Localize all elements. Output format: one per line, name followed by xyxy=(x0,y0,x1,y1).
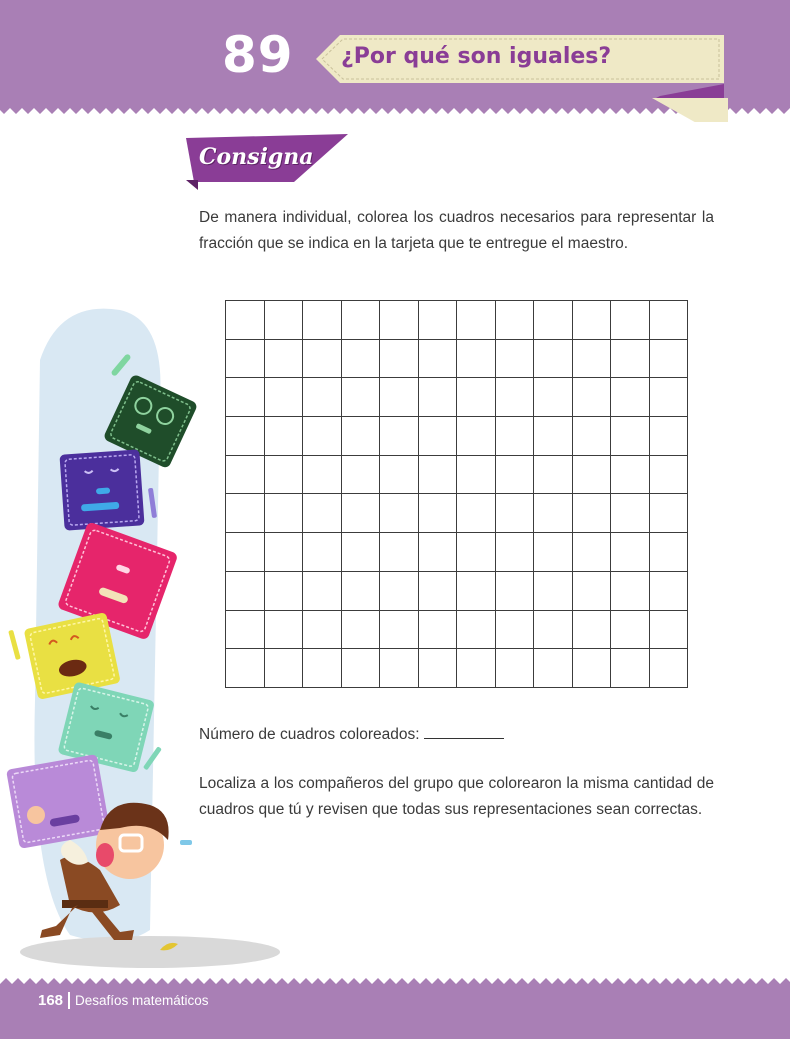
grid-cell[interactable] xyxy=(649,417,688,456)
grid-cell[interactable] xyxy=(418,378,457,417)
grid-cell[interactable] xyxy=(572,649,611,688)
grid-cell[interactable] xyxy=(611,649,650,688)
grid-cell[interactable] xyxy=(303,649,342,688)
grid-cell[interactable] xyxy=(611,494,650,533)
grid-cell[interactable] xyxy=(303,494,342,533)
grid-cell[interactable] xyxy=(380,378,419,417)
grid-cell[interactable] xyxy=(457,494,496,533)
grid-cell[interactable] xyxy=(534,339,573,378)
grid-cell[interactable] xyxy=(611,455,650,494)
lesson-number: 89 xyxy=(222,26,294,84)
instruction-text: De manera individual, colorea los cuadros necesarios para representar la fracción que se indica en la tarjeta que te entregue el maestro. xyxy=(199,209,714,252)
illustration-stacked-squares xyxy=(0,300,300,980)
grid-cell[interactable] xyxy=(418,649,457,688)
grid-cell[interactable] xyxy=(418,571,457,610)
grid-cell[interactable] xyxy=(495,533,534,572)
lavender-square xyxy=(6,754,110,849)
grid-cell[interactable] xyxy=(611,339,650,378)
grid-cell[interactable] xyxy=(495,378,534,417)
grid-cell[interactable] xyxy=(495,494,534,533)
grid-cell[interactable] xyxy=(534,533,573,572)
grid-cell[interactable] xyxy=(341,339,380,378)
grid-cell[interactable] xyxy=(572,494,611,533)
purple-blue-square xyxy=(59,449,144,530)
grid-cell[interactable] xyxy=(457,378,496,417)
grid-cell[interactable] xyxy=(611,533,650,572)
grid-cell[interactable] xyxy=(572,301,611,340)
grid-cell[interactable] xyxy=(457,610,496,649)
grid-cell[interactable] xyxy=(303,417,342,456)
grid-cell[interactable] xyxy=(572,571,611,610)
grid-cell[interactable] xyxy=(341,455,380,494)
grid-cell[interactable] xyxy=(303,301,342,340)
grid-cell[interactable] xyxy=(341,378,380,417)
grid-cell[interactable] xyxy=(495,417,534,456)
grid-cell[interactable] xyxy=(303,339,342,378)
book-title: Desafíos matemáticos xyxy=(75,993,209,1008)
grid-cell[interactable] xyxy=(649,455,688,494)
grid-cell[interactable] xyxy=(649,533,688,572)
count-blank[interactable] xyxy=(424,724,504,739)
grid-cell[interactable] xyxy=(534,610,573,649)
grid-cell[interactable] xyxy=(495,610,534,649)
footer-band xyxy=(0,978,790,1039)
grid-cell[interactable] xyxy=(418,301,457,340)
grid-cell[interactable] xyxy=(534,301,573,340)
grid-cell[interactable] xyxy=(534,455,573,494)
grid-cell[interactable] xyxy=(572,339,611,378)
grid-cell[interactable] xyxy=(418,494,457,533)
grid-cell[interactable] xyxy=(495,301,534,340)
grid-cell[interactable] xyxy=(380,610,419,649)
grid-cell[interactable] xyxy=(380,494,419,533)
grid-cell[interactable] xyxy=(457,417,496,456)
grid-cell[interactable] xyxy=(649,301,688,340)
grid-cell[interactable] xyxy=(418,533,457,572)
grid-cell[interactable] xyxy=(495,455,534,494)
grid-cell[interactable] xyxy=(611,610,650,649)
consigna-label: Consigna xyxy=(199,144,314,170)
grid-cell[interactable] xyxy=(495,571,534,610)
grid-cell[interactable] xyxy=(380,339,419,378)
grid-cell[interactable] xyxy=(303,610,342,649)
grid-cell[interactable] xyxy=(418,339,457,378)
grid-cell[interactable] xyxy=(341,649,380,688)
grid-cell[interactable] xyxy=(303,533,342,572)
grid-cell[interactable] xyxy=(418,455,457,494)
grid-cell[interactable] xyxy=(611,301,650,340)
grid-cell[interactable] xyxy=(380,571,419,610)
grid-cell[interactable] xyxy=(649,610,688,649)
grid-cell[interactable] xyxy=(649,494,688,533)
grid-cell[interactable] xyxy=(341,571,380,610)
compare-instruction: Localiza a los compañeros del grupo que colorearon la misma cantidad de cuadros que tú y revisen que todas sus representaciones sean correctas. xyxy=(199,775,714,818)
grid-cell[interactable] xyxy=(572,610,611,649)
grid-cell[interactable] xyxy=(649,649,688,688)
grid-cell[interactable] xyxy=(649,378,688,417)
grid-cell[interactable] xyxy=(341,301,380,340)
grid-cell[interactable] xyxy=(341,417,380,456)
grid-cell[interactable] xyxy=(611,417,650,456)
grid-cell[interactable] xyxy=(534,649,573,688)
grid-cell[interactable] xyxy=(611,378,650,417)
grid-cell[interactable] xyxy=(380,649,419,688)
grid-cell[interactable] xyxy=(534,378,573,417)
grid-cell[interactable] xyxy=(649,571,688,610)
grid-cell[interactable] xyxy=(418,417,457,456)
grid-cell[interactable] xyxy=(341,533,380,572)
grid-cell[interactable] xyxy=(611,571,650,610)
count-prompt: Número de cuadros coloreados: xyxy=(199,726,420,743)
grid-cell[interactable] xyxy=(572,378,611,417)
grid-cell[interactable] xyxy=(303,455,342,494)
grid-cell[interactable] xyxy=(572,417,611,456)
grid-cell[interactable] xyxy=(380,301,419,340)
grid-cell[interactable] xyxy=(457,533,496,572)
grid-cell[interactable] xyxy=(303,378,342,417)
grid-cell[interactable] xyxy=(495,339,534,378)
grid-cell[interactable] xyxy=(341,610,380,649)
page-title: ¿Por qué son iguales? xyxy=(341,44,612,69)
grid-cell[interactable] xyxy=(495,649,534,688)
grid-cell[interactable] xyxy=(457,455,496,494)
grid-cell[interactable] xyxy=(649,339,688,378)
grid-cell[interactable] xyxy=(572,455,611,494)
grid-cell[interactable] xyxy=(380,455,419,494)
grid-cell[interactable] xyxy=(457,301,496,340)
grid-cell[interactable] xyxy=(457,649,496,688)
grid-cell[interactable] xyxy=(534,494,573,533)
grid-cell[interactable] xyxy=(380,417,419,456)
grid-cell[interactable] xyxy=(418,610,457,649)
page-number: 168 xyxy=(38,992,64,1009)
grid-cell[interactable] xyxy=(380,533,419,572)
grid-cell[interactable] xyxy=(572,533,611,572)
grid-cell[interactable] xyxy=(534,417,573,456)
grid-cell[interactable] xyxy=(457,339,496,378)
grid-cell[interactable] xyxy=(534,571,573,610)
grid-cell[interactable] xyxy=(303,571,342,610)
grid-cell[interactable] xyxy=(341,494,380,533)
grid-cell[interactable] xyxy=(457,571,496,610)
